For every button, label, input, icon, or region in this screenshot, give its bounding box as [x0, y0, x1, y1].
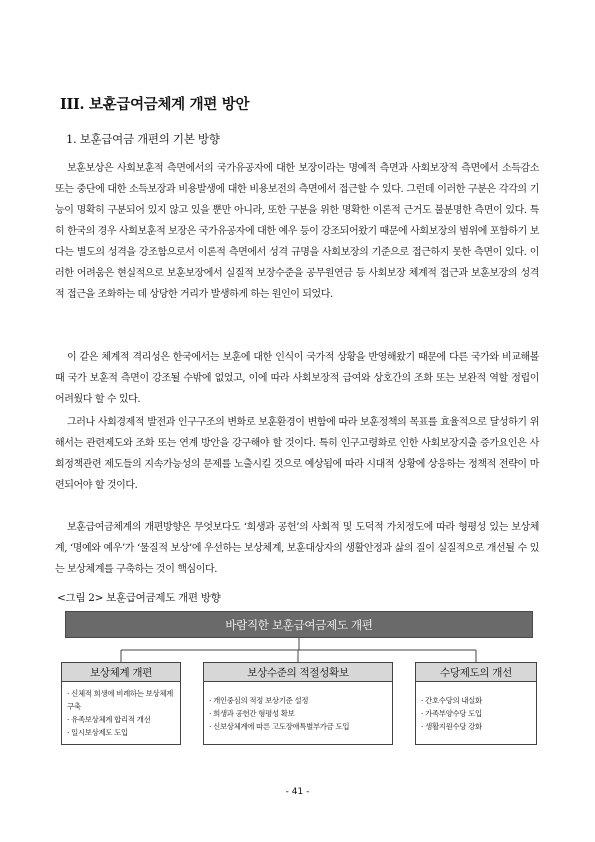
column-header-adequacy: 보상수준의 적절성확보 [203, 662, 393, 682]
list-item: · 신체적 희생에 비례하는 보상체계 구축 [67, 689, 173, 711]
list-item: · 신보상체계에 따른 고도장애특별부가금 도입 [209, 721, 350, 731]
subsection-title: 1. 보훈급여금 개편의 기본 방향 [66, 132, 220, 146]
paragraph-text: 그러나 사회경제적 발전과 인구구조의 변화로 보훈환경이 변함에 따라 보훈정책의 목표를 효율적으로 달성하기 위해서는 관련제도와 조화 또는 연계 방안을 강구해야 할 것이다. 특히 인구고령화로 인한 사회보장지출 증가요인은 사회정책관련 제도들의 지속가능성의 문제를 노출시킬 것으로 예상됨에 따라 시대적 상황에 상응하는 정책적 전략이 마련되어야 할 것이다. [55, 417, 539, 491]
list-item: · 가족부양수당 도입 [421, 708, 482, 718]
body-paragraph-2 [55, 347, 539, 410]
paragraph-text: 보훈급여금체계의 개편방향은 무엇보다도 ‘희생과 공헌’의 사회적 및 도덕적 가치정도에 따라 형평성 있는 보상체계, ‘명예와 예우’가 ‘물질적 보상’에 우선하는 보상체계, 보훈대상자의 생활안정과 삶의 질이 실질적으로 개선될 수 있는 보상체계를 구축하는 것이 핵심이다. [55, 522, 539, 575]
paragraph-text: 보훈보상은 사회보훈적 측면에서의 국가유공자에 대한 보장이라는 명예적 측면과 사회보장적 측면에서 소득감소 또는 중단에 대한 소득보장과 비용발생에 대한 비용보전의 측면에서 접근할 수 있다. 그런데 이러한 구분은 각각의 기능이 명확히 구분되어 있지 않고 있을 뿐만 아니라, 또한 구분을 위한 명확한 이론적 근거도 불분명한 측면이 있다. 특히 한국의 경우 사회보훈적 보장은 국가유공자에 대한 예우 등이 강조되어왔기 때문에 사회보장의 범위에 포함하기 보다는 별도의 성격을 강조함으로서 이론적 측면에서 성격 규명을 사회보장의 기준으로 접근하지 못한 측면이 있다. 이러한 어려움은 현실적으로 보훈보장에서 실질적 보장수준을 공무원연금 등 사회보장 체계적 접근과 보훈보장의 성격적 접근을 조화하는 데 상당한 거리가 발생하게 하는 원인이 되었다. [55, 163, 539, 300]
body-paragraph-4 [55, 517, 539, 580]
column-header-compensation: 보상체계 개편 [61, 662, 181, 682]
column-header-allowance: 수당제도의 개선 [415, 662, 537, 682]
list-item: · 간호수당의 내실화 [421, 695, 482, 705]
diagram-banner: 바람직한 보훈급여금제도 개편 [65, 611, 533, 638]
paragraph-text: 이 같은 체계적 격리성은 한국에서는 보훈에 대한 인식이 국가적 상황을 반영해왔기 때문에 다른 국가와 비교해볼 때 국가 보훈적 측면이 강조될 수밖에 없었고, 이에 따라 사회보장적 급여와 상호간의 조화 또는 보완적 역할 정립이 어려웠다 할 수 있다. [55, 352, 539, 405]
list-item: · 개인중심의 적정 보상기준 설정 [209, 695, 309, 705]
reform-diagram [55, 608, 543, 758]
page-number: - 41 - [285, 787, 310, 797]
list-item: · 생활지원수당 강화 [421, 721, 482, 731]
body-paragraph-1 [55, 158, 539, 305]
list-item: · 유족보상체계 합리적 개선 [67, 715, 151, 724]
column-box-compensation [61, 681, 181, 745]
column-box-adequacy [203, 681, 393, 745]
section-title: III. 보훈급여금체계 개편 방안 [60, 96, 250, 113]
body-paragraph-3 [55, 412, 539, 496]
list-item: · 희생과 공헌간 형평성 확보 [209, 708, 295, 718]
figure-caption: <그림 2> 보훈급여금제도 개편 방향 [57, 592, 221, 604]
column-box-allowance [415, 681, 537, 745]
list-item: · 일시보상제도 도입 [67, 728, 128, 737]
